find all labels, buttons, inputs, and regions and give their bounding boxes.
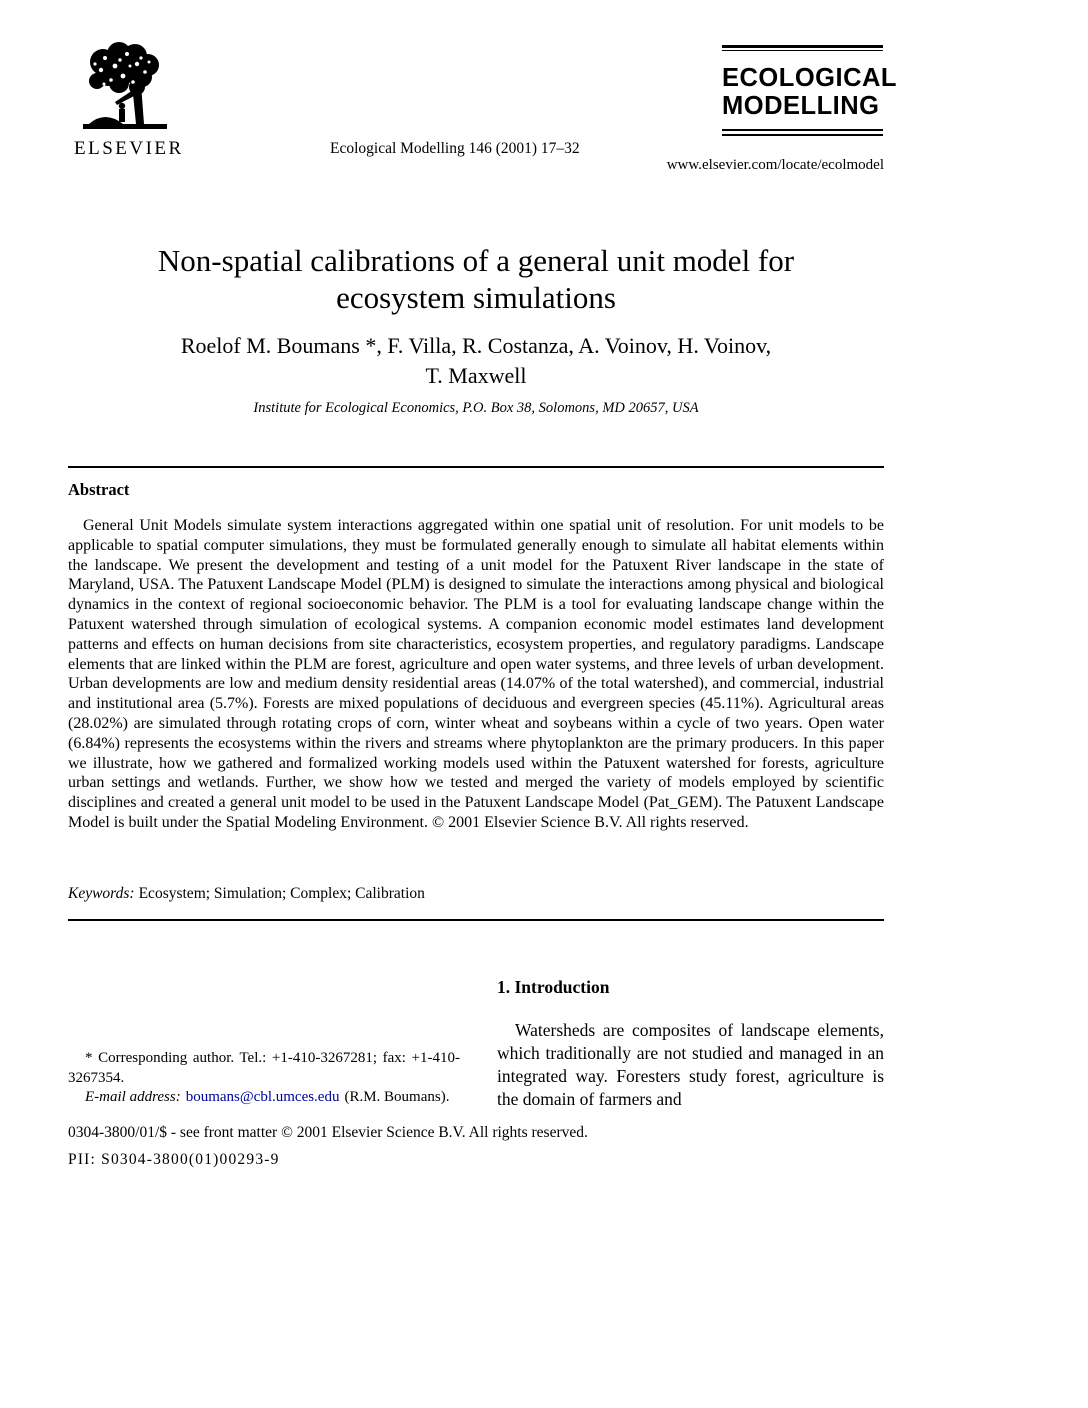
keywords-bottom-rule [68, 919, 884, 921]
journal-name-line1: ECOLOGICAL [722, 64, 897, 92]
publisher-logo [74, 40, 184, 160]
author-list [68, 331, 884, 391]
masthead-double-rule-bottom [722, 134, 883, 136]
author-list-line1: Roelof M. Boumans *, F. Villa, R. Costanza, A. Voinov, H. Voinov, [180, 333, 772, 358]
masthead-rule-thick [722, 45, 883, 48]
abstract-body: General Unit Models simulate system interactions aggregated within one spatial unit of resolution. For unit models to be applicable to spatial computer simulations, they must be formulated generally enough to simulate all habitat elements within the landscape. We present the development and testing of a unit model for the Patuxent River landscape in the state of Maryland, USA. The Patuxent Landscape Model (PLM) is designed to simulate the interactions among physical and biological dynamics in the context of regional socioeconomic behavior. The PLM is a tool for evaluating landscape change within the Patuxent watershed through simulation of ecological systems. A companion economic model estimates land development patterns and effects on human decisions from site characteristics, ecosystem properties, and regulatory paradigms. Landscape elements that are linked within the PLM are forest, agriculture and open water systems, and three levels of urban development. Urban developments are low and medium density residential areas (14.07% of the total watershed), and commercial, industrial and institutional area (5.7%). Forests are mixed populations of deciduous and evergreen species (45.11%). Agricultural areas (28.02%) are simulated through rotating crops of corn, winter wheat and soybeans within a cycle of two years. Open water (6.84%) represents the ecosystems within the rivers and streams where phytoplankton are the primary producers. In this paper we illustrate, how we gathered and formalized working models used within the Patuxent watershed for forests, agriculture urban settings and wetlands. Further, we show how we tested and merged the variety of models employed by scientific disciplines and created a general unit model to be used in the Patuxent Landscape Model (Pat_GEM). The Patuxent Landscape Model is built under the Spatial Modeling Environment. © 2001 Elsevier Science B.V. All rights reserved. [68, 517, 884, 831]
masthead-double-rule-top [722, 129, 883, 131]
journal-name-line2: MODELLING [722, 92, 880, 120]
article-title-line2: ecosystem simulations [336, 280, 616, 315]
keywords-list: Ecosystem; Simulation; Complex; Calibration [138, 885, 425, 902]
article-title [68, 242, 884, 316]
abstract-heading: Abstract [68, 480, 130, 499]
abstract-top-rule [68, 466, 884, 468]
article-title-line1: Non-spatial calibrations of a general unit model for [157, 243, 795, 278]
email-label: E-mail address: [85, 1089, 181, 1105]
introduction-section [497, 977, 884, 1111]
footnote-contact-line: * Corresponding author. Tel.: +1-410-3267281; fax: +1-410-3267354. [68, 1050, 460, 1086]
author-list-line2: T. Maxwell [425, 363, 527, 388]
author-affiliation: Institute for Ecological Economics, P.O. Box 38, Solomons, MD 20657, USA [253, 400, 699, 416]
footnote-email-line [68, 1088, 460, 1108]
publisher-name: ELSEVIER [74, 138, 184, 159]
elsevier-tree-icon [75, 40, 175, 136]
journal-masthead [722, 45, 897, 136]
corresponding-author-footnote [68, 1049, 460, 1108]
keywords-label: Keywords: [68, 885, 135, 902]
email-link[interactable]: boumans@cbl.umces.edu [185, 1089, 340, 1105]
masthead-rule-thin [722, 50, 883, 51]
pii-line: PII: S0304-3800(01)00293-9 [68, 1151, 280, 1168]
introduction-paragraph: Watersheds are composites of landscape elements, which traditionally are not studied and managed in an integrated way. Foresters study forest, agriculture is the domain of farmers and [497, 1020, 884, 1109]
journal-citation: Ecological Modelling 146 (2001) 17–32 [330, 140, 580, 157]
keywords-line [68, 885, 884, 903]
journal-website-url: www.elsevier.com/locate/ecolmodel [666, 157, 884, 173]
introduction-heading: 1. Introduction [497, 977, 610, 997]
email-suffix: (R.M. Boumans). [344, 1089, 450, 1105]
copyright-line: 0304-3800/01/$ - see front matter © 2001 Elsevier Science B.V. All rights reserved. [68, 1124, 588, 1141]
